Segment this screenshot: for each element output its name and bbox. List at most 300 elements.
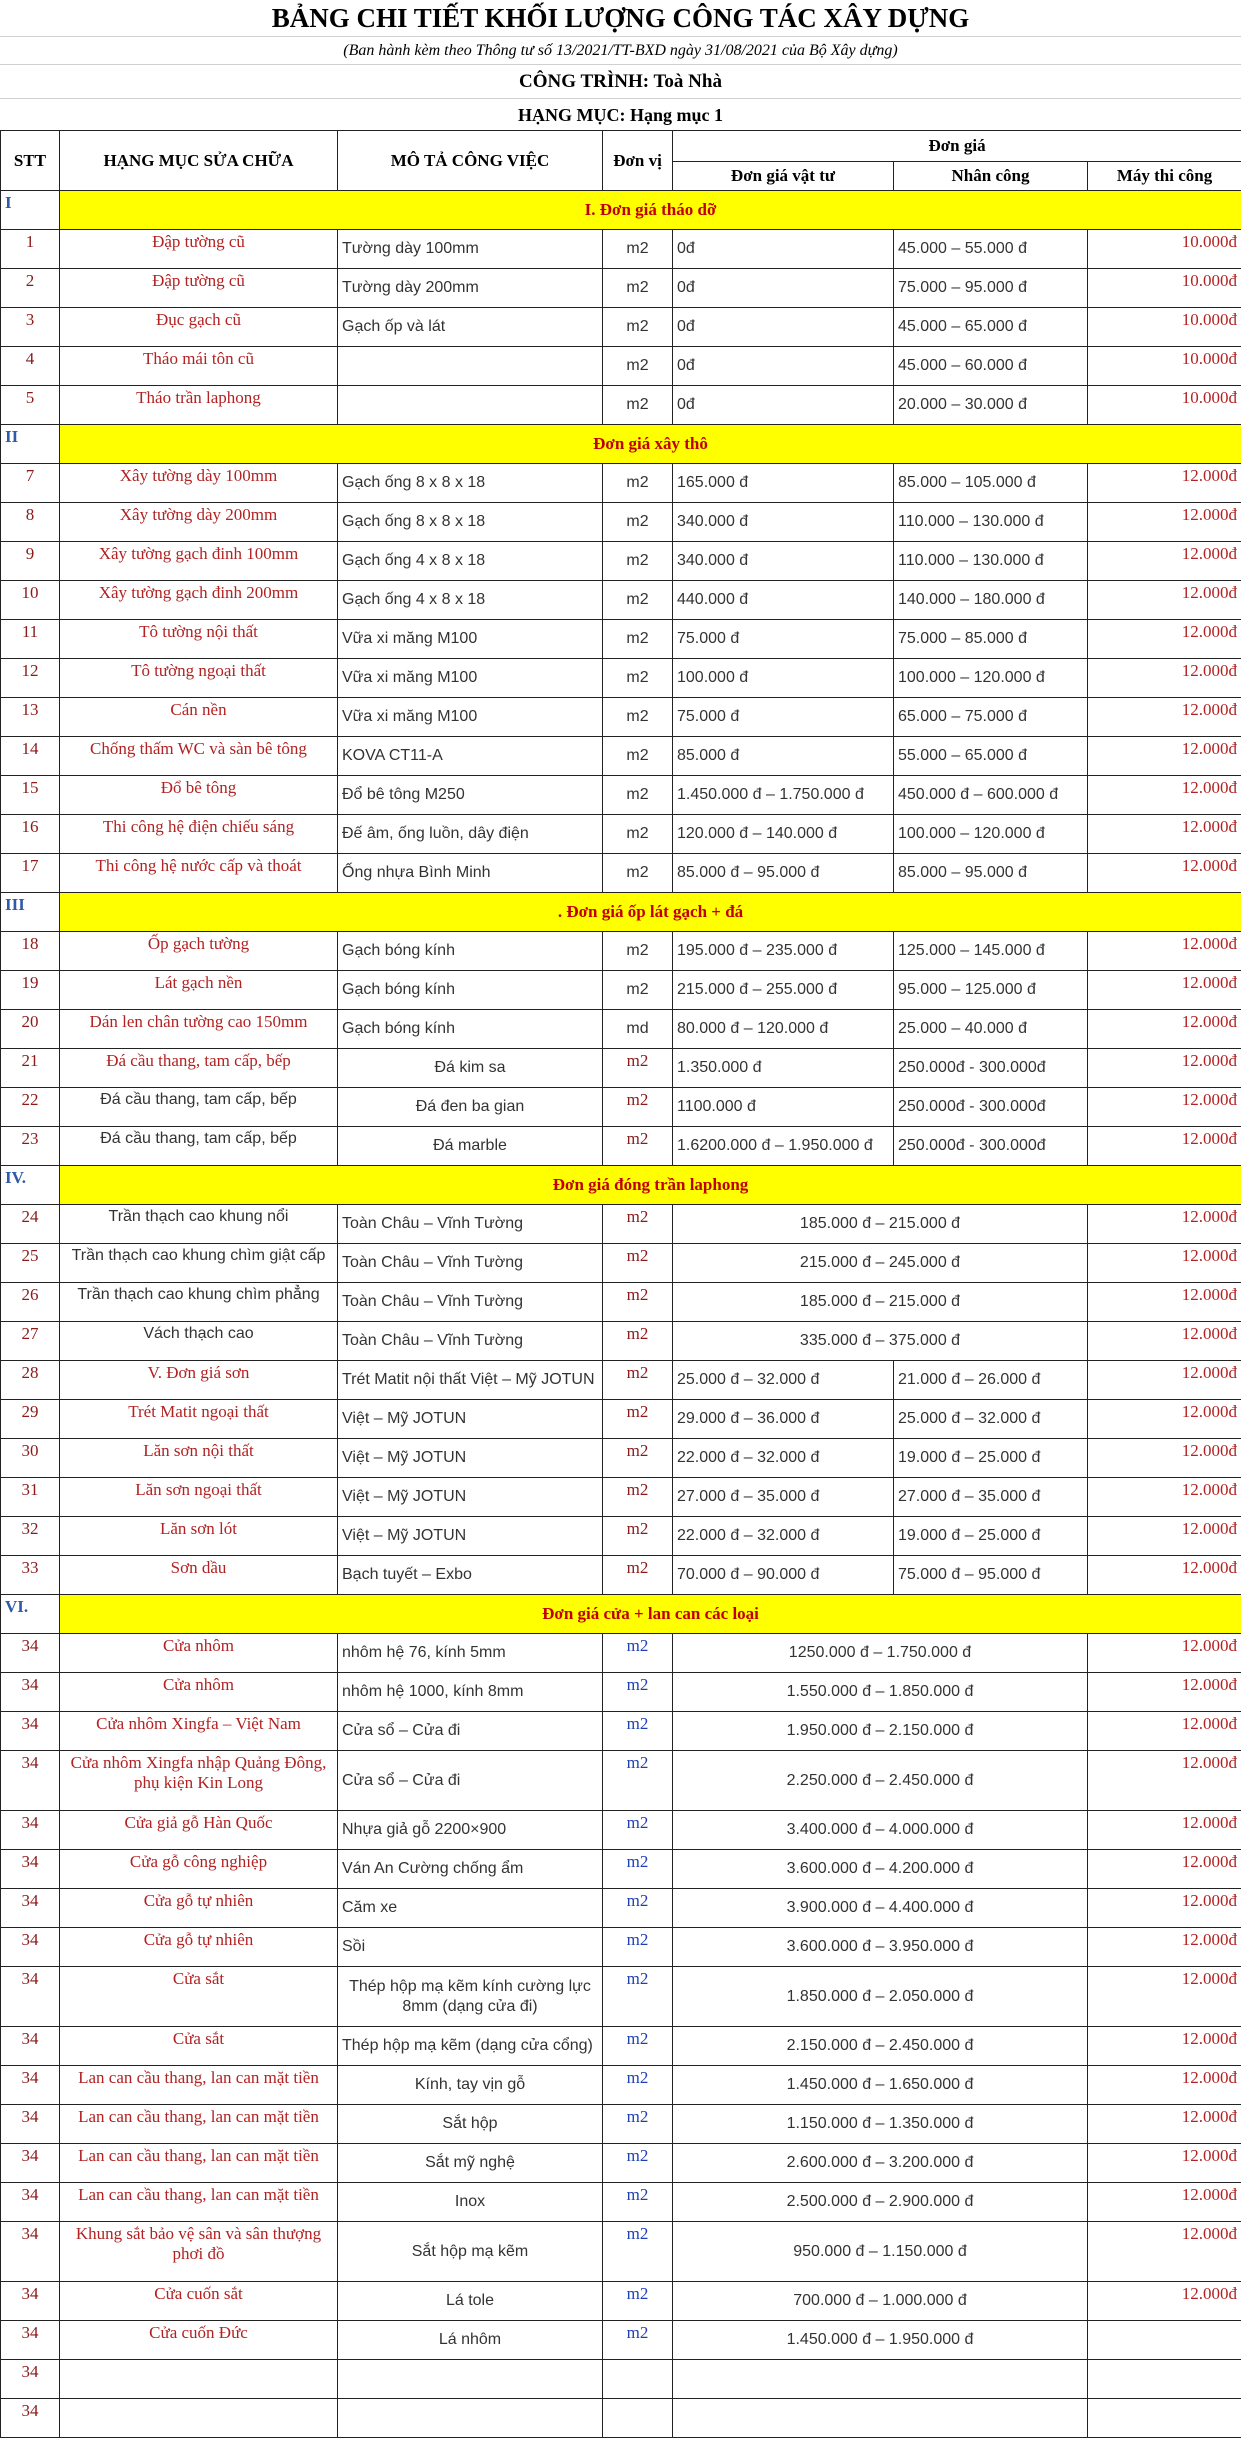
unit: md [603, 1010, 673, 1049]
material-price: 22.000 đ – 32.000 đ [673, 1517, 894, 1556]
material-price: 80.000 đ – 120.000 đ [673, 1010, 894, 1049]
table-row [1, 2183, 1241, 2222]
work-description: Thép hộp mạ kẽm (dạng cửa cổng) [338, 2027, 603, 2066]
unit-price [673, 2360, 1088, 2399]
item-name: Cửa cuốn Đức [60, 2321, 338, 2360]
labor-price: 55.000 – 65.000 đ [894, 737, 1088, 776]
labor-price: 20.000 – 30.000 đ [894, 386, 1088, 425]
labor-price: 25.000 – 40.000 đ [894, 1010, 1088, 1049]
unit: m2 [603, 386, 673, 425]
work-description: Việt – Mỹ JOTUN [338, 1439, 603, 1478]
item-name: Trần thạch cao khung chìm phẳng [60, 1283, 338, 1322]
work-description: Thép hộp mạ kẽm kính cường lực 8mm (dạng cửa đi) [338, 1967, 603, 2027]
work-description: Gạch ống 4 x 8 x 18 [338, 542, 603, 581]
unit: m2 [603, 1850, 673, 1889]
work-description: Việt – Mỹ JOTUN [338, 1400, 603, 1439]
table-body [1, 191, 1241, 2438]
unit: m2 [603, 1556, 673, 1595]
work-description: Việt – Mỹ JOTUN [338, 1478, 603, 1517]
section-title: Đơn giá cửa + lan can các loại [60, 1595, 1241, 1634]
row-stt: 25 [1, 1244, 60, 1283]
col-material: Đơn giá vật tư [673, 162, 894, 191]
row-stt: 34 [1, 1712, 60, 1751]
work-description: Căm xe [338, 1889, 603, 1928]
row-stt: 34 [1, 1928, 60, 1967]
table-row [1, 1712, 1241, 1751]
unit: m2 [603, 1967, 673, 2027]
section-row [1, 1595, 1241, 1634]
work-description: Inox [338, 2183, 603, 2222]
item-name: Lăn sơn ngoại thất [60, 1478, 338, 1517]
labor-price: 25.000 đ – 32.000 đ [894, 1400, 1088, 1439]
material-price: 70.000 đ – 90.000 đ [673, 1556, 894, 1595]
row-stt: 34 [1, 1751, 60, 1811]
table-row [1, 1478, 1241, 1517]
row-stt: 1 [1, 230, 60, 269]
machine-price: 12.000đ [1088, 1010, 1241, 1049]
row-stt: 34 [1, 2321, 60, 2360]
table-row [1, 542, 1241, 581]
material-price: 1.6200.000 đ – 1.950.000 đ [673, 1127, 894, 1166]
row-stt: 15 [1, 776, 60, 815]
row-stt: 29 [1, 1400, 60, 1439]
item-name: Khung sắt bảo vệ sân và sân thượng phơi đồ [60, 2222, 338, 2282]
material-price: 215.000 đ – 255.000 đ [673, 971, 894, 1010]
table-row [1, 1127, 1241, 1166]
unit: m2 [603, 542, 673, 581]
unit-price: 1.850.000 đ – 2.050.000 đ [673, 1967, 1088, 2027]
labor-price: 65.000 – 75.000 đ [894, 698, 1088, 737]
machine-price: 12.000đ [1088, 1322, 1241, 1361]
machine-price: 10.000đ [1088, 308, 1241, 347]
unit [603, 2399, 673, 2438]
item-name: Cửa cuốn sắt [60, 2282, 338, 2321]
row-stt: 34 [1, 2183, 60, 2222]
work-description: Đá marble [338, 1127, 603, 1166]
work-description: Sắt mỹ nghệ [338, 2144, 603, 2183]
table-row [1, 2222, 1241, 2282]
unit-price: 185.000 đ – 215.000 đ [673, 1205, 1088, 1244]
unit: m2 [603, 698, 673, 737]
machine-price: 12.000đ [1088, 581, 1241, 620]
unit: m2 [603, 2144, 673, 2183]
labor-price: 95.000 – 125.000 đ [894, 971, 1088, 1010]
work-description: Vữa xi măng M100 [338, 659, 603, 698]
table-row [1, 1928, 1241, 1967]
table-row [1, 2144, 1241, 2183]
labor-price: 75.000 – 85.000 đ [894, 620, 1088, 659]
machine-price: 12.000đ [1088, 1811, 1241, 1850]
machine-price: 12.000đ [1088, 1127, 1241, 1166]
unit-price: 2.500.000 đ – 2.900.000 đ [673, 2183, 1088, 2222]
item-name: Tô tường nội thất [60, 620, 338, 659]
unit: m2 [603, 1439, 673, 1478]
labor-price: 110.000 – 130.000 đ [894, 503, 1088, 542]
row-stt: 10 [1, 581, 60, 620]
labor-price: 45.000 – 65.000 đ [894, 308, 1088, 347]
item-name: Lan can cầu thang, lan can mặt tiền [60, 2183, 338, 2222]
machine-price: 12.000đ [1088, 2222, 1241, 2282]
table-row [1, 386, 1241, 425]
labor-price: 85.000 – 95.000 đ [894, 854, 1088, 893]
work-description: Lá nhôm [338, 2321, 603, 2360]
work-description: Gạch bóng kính [338, 1010, 603, 1049]
row-stt: 17 [1, 854, 60, 893]
item-name: Đá cầu thang, tam cấp, bếp [60, 1049, 338, 1088]
unit-price: 1250.000 đ – 1.750.000 đ [673, 1634, 1088, 1673]
unit-price: 2.600.000 đ – 3.200.000 đ [673, 2144, 1088, 2183]
material-price: 25.000 đ – 32.000 đ [673, 1361, 894, 1400]
unit-price: 2.150.000 đ – 2.450.000 đ [673, 2027, 1088, 2066]
item-name: Lan can cầu thang, lan can mặt tiền [60, 2105, 338, 2144]
work-description: Nhựa giả gỗ 2200×900 [338, 1811, 603, 1850]
unit: m2 [603, 620, 673, 659]
unit-price: 700.000 đ – 1.000.000 đ [673, 2282, 1088, 2321]
work-description: Sắt hộp [338, 2105, 603, 2144]
table-row [1, 1517, 1241, 1556]
labor-price: 27.000 đ – 35.000 đ [894, 1478, 1088, 1517]
work-description: Vữa xi măng M100 [338, 698, 603, 737]
work-description: Gạch ống 8 x 8 x 18 [338, 503, 603, 542]
item-name: Vách thạch cao [60, 1322, 338, 1361]
labor-price: 125.000 – 145.000 đ [894, 932, 1088, 971]
machine-price: 12.000đ [1088, 971, 1241, 1010]
item-name: Tháo trần laphong [60, 386, 338, 425]
work-description: Bạch tuyết – Exbo [338, 1556, 603, 1595]
machine-price: 12.000đ [1088, 503, 1241, 542]
section-number: II [1, 425, 60, 464]
item-name: Ốp gạch tường [60, 932, 338, 971]
work-description: Ván An Cường chống ẩm [338, 1850, 603, 1889]
item-name: Lan can cầu thang, lan can mặt tiền [60, 2066, 338, 2105]
machine-price: 12.000đ [1088, 1634, 1241, 1673]
unit: m2 [603, 1322, 673, 1361]
machine-price: 12.000đ [1088, 1283, 1241, 1322]
machine-price: 12.000đ [1088, 815, 1241, 854]
row-stt: 2 [1, 269, 60, 308]
material-price: 0đ [673, 230, 894, 269]
work-description: Đổ bê tông M250 [338, 776, 603, 815]
item-name: Lăn sơn lót [60, 1517, 338, 1556]
machine-price: 12.000đ [1088, 1361, 1241, 1400]
unit: m2 [603, 659, 673, 698]
work-description: Đế âm, ống luồn, dây điện [338, 815, 603, 854]
document-title: BẢNG CHI TIẾT KHỐI LƯỢNG CÔNG TÁC XÂY DỰNG [0, 0, 1241, 36]
unit-price: 1.450.000 đ – 1.950.000 đ [673, 2321, 1088, 2360]
material-price: 440.000 đ [673, 581, 894, 620]
work-description: Toàn Châu – Vĩnh Tường [338, 1244, 603, 1283]
row-stt: 33 [1, 1556, 60, 1595]
labor-price: 450.000 đ – 600.000 đ [894, 776, 1088, 815]
work-description: Cửa sổ – Cửa đi [338, 1751, 603, 1811]
item-name: Chống thấm WC và sàn bê tông [60, 737, 338, 776]
item-name [60, 2399, 338, 2438]
item-name: Cửa gỗ công nghiệp [60, 1850, 338, 1889]
machine-price: 12.000đ [1088, 854, 1241, 893]
material-price: 0đ [673, 269, 894, 308]
machine-price: 12.000đ [1088, 1673, 1241, 1712]
row-stt: 34 [1, 2360, 60, 2399]
unit-price: 1.450.000 đ – 1.650.000 đ [673, 2066, 1088, 2105]
table-row [1, 815, 1241, 854]
item-name: Cán nền [60, 698, 338, 737]
category-name: HẠNG MỤC: Hạng mục 1 [0, 98, 1241, 131]
work-description: Gạch ốp và lát [338, 308, 603, 347]
work-description: Việt – Mỹ JOTUN [338, 1517, 603, 1556]
section-number: VI. [1, 1595, 60, 1634]
material-price: 195.000 đ – 235.000 đ [673, 932, 894, 971]
work-description: Vữa xi măng M100 [338, 620, 603, 659]
row-stt: 26 [1, 1283, 60, 1322]
unit: m2 [603, 854, 673, 893]
item-name: Cửa nhôm [60, 1634, 338, 1673]
unit [603, 2360, 673, 2399]
machine-price: 12.000đ [1088, 2105, 1241, 2144]
work-description: Kính, tay vịn gỗ [338, 2066, 603, 2105]
table-row [1, 503, 1241, 542]
unit: m2 [603, 230, 673, 269]
item-name: Đục gạch cũ [60, 308, 338, 347]
machine-price [1088, 2360, 1241, 2399]
machine-price: 12.000đ [1088, 1478, 1241, 1517]
row-stt: 34 [1, 2027, 60, 2066]
unit-price: 3.600.000 đ – 3.950.000 đ [673, 1928, 1088, 1967]
work-description: Gạch bóng kính [338, 932, 603, 971]
work-description: Tường dày 200mm [338, 269, 603, 308]
item-name: Đổ bê tông [60, 776, 338, 815]
table-row [1, 2282, 1241, 2321]
machine-price [1088, 2321, 1241, 2360]
machine-price: 10.000đ [1088, 386, 1241, 425]
row-stt: 20 [1, 1010, 60, 1049]
machine-price: 12.000đ [1088, 737, 1241, 776]
machine-price: 12.000đ [1088, 659, 1241, 698]
table-row [1, 1205, 1241, 1244]
table-row [1, 1556, 1241, 1595]
work-description: Ống nhựa Bình Minh [338, 854, 603, 893]
labor-price: 250.000đ - 300.000đ [894, 1049, 1088, 1088]
item-name: Dán len chân tường cao 150mm [60, 1010, 338, 1049]
table-row [1, 1967, 1241, 2027]
unit-price: 1.150.000 đ – 1.350.000 đ [673, 2105, 1088, 2144]
row-stt: 32 [1, 1517, 60, 1556]
machine-price: 12.000đ [1088, 1088, 1241, 1127]
material-price: 85.000 đ [673, 737, 894, 776]
machine-price: 12.000đ [1088, 776, 1241, 815]
table-row [1, 854, 1241, 893]
unit: m2 [603, 737, 673, 776]
item-name: Lát gạch nền [60, 971, 338, 1010]
unit: m2 [603, 1361, 673, 1400]
material-price: 27.000 đ – 35.000 đ [673, 1478, 894, 1517]
unit-price: 3.600.000 đ – 4.200.000 đ [673, 1850, 1088, 1889]
row-stt: 34 [1, 2399, 60, 2438]
col-desc: MÔ TẢ CÔNG VIỆC [338, 131, 603, 191]
unit: m2 [603, 1673, 673, 1712]
row-stt: 23 [1, 1127, 60, 1166]
table-row [1, 269, 1241, 308]
unit: m2 [603, 1712, 673, 1751]
item-name: Cửa giả gỗ Hàn Quốc [60, 1811, 338, 1850]
item-name: Tháo mái tôn cũ [60, 347, 338, 386]
unit: m2 [603, 932, 673, 971]
row-stt: 14 [1, 737, 60, 776]
unit-price: 1.950.000 đ – 2.150.000 đ [673, 1712, 1088, 1751]
unit: m2 [603, 2105, 673, 2144]
row-stt: 7 [1, 464, 60, 503]
material-price: 29.000 đ – 36.000 đ [673, 1400, 894, 1439]
work-description: Đá kim sa [338, 1049, 603, 1088]
machine-price: 12.000đ [1088, 1889, 1241, 1928]
unit-price: 2.250.000 đ – 2.450.000 đ [673, 1751, 1088, 1811]
machine-price: 12.000đ [1088, 2183, 1241, 2222]
machine-price: 12.000đ [1088, 2066, 1241, 2105]
row-stt: 34 [1, 2144, 60, 2183]
work-description: Toàn Châu – Vĩnh Tường [338, 1322, 603, 1361]
machine-price: 12.000đ [1088, 1517, 1241, 1556]
labor-price: 75.000 – 95.000 đ [894, 269, 1088, 308]
unit: m2 [603, 1517, 673, 1556]
row-stt: 28 [1, 1361, 60, 1400]
table-row [1, 971, 1241, 1010]
row-stt: 34 [1, 1967, 60, 2027]
row-stt: 34 [1, 2222, 60, 2282]
row-stt: 24 [1, 1205, 60, 1244]
unit: m2 [603, 1244, 673, 1283]
unit-price: 3.900.000 đ – 4.400.000 đ [673, 1889, 1088, 1928]
work-description [338, 347, 603, 386]
work-description: Trét Matit nội thất Việt – Mỹ JOTUN [338, 1361, 603, 1400]
item-name: Cửa gỗ tự nhiên [60, 1928, 338, 1967]
work-description: Gạch ống 8 x 8 x 18 [338, 464, 603, 503]
machine-price: 12.000đ [1088, 1400, 1241, 1439]
material-price: 0đ [673, 386, 894, 425]
table-row [1, 2105, 1241, 2144]
project-name: CÔNG TRÌNH: Toà Nhà [0, 64, 1241, 99]
unit: m2 [603, 1283, 673, 1322]
unit: m2 [603, 1811, 673, 1850]
machine-price: 12.000đ [1088, 620, 1241, 659]
item-name: Sơn dầu [60, 1556, 338, 1595]
machine-price: 12.000đ [1088, 1967, 1241, 2027]
row-stt: 34 [1, 1673, 60, 1712]
row-stt: 4 [1, 347, 60, 386]
row-stt: 34 [1, 2282, 60, 2321]
unit: m2 [603, 347, 673, 386]
labor-price: 250.000đ - 300.000đ [894, 1127, 1088, 1166]
unit: m2 [603, 2027, 673, 2066]
item-name: Thi công hệ điện chiếu sáng [60, 815, 338, 854]
col-price: Đơn giá [673, 131, 1241, 162]
item-name: Trần thạch cao khung nổi [60, 1205, 338, 1244]
machine-price: 12.000đ [1088, 1928, 1241, 1967]
document-subtitle: (Ban hành kèm theo Thông tư số 13/2021/TT-BXD ngày 31/08/2021 của Bộ Xây dựng) [0, 36, 1241, 65]
section-title: . Đơn giá ốp lát gạch + đá [60, 893, 1241, 932]
labor-price: 140.000 – 180.000 đ [894, 581, 1088, 620]
work-description: Tường dày 100mm [338, 230, 603, 269]
unit: m2 [603, 1751, 673, 1811]
col-stt: STT [1, 131, 60, 191]
material-price: 340.000 đ [673, 542, 894, 581]
section-title: I. Đơn giá tháo dỡ [60, 191, 1241, 230]
unit: m2 [603, 464, 673, 503]
unit: m2 [603, 1049, 673, 1088]
machine-price: 12.000đ [1088, 1556, 1241, 1595]
table-row [1, 932, 1241, 971]
item-name: Tô tường ngoại thất [60, 659, 338, 698]
section-title: Đơn giá đóng trần laphong [60, 1166, 1241, 1205]
unit: m2 [603, 971, 673, 1010]
work-description [338, 2399, 603, 2438]
table-row [1, 1361, 1241, 1400]
labor-price: 45.000 – 55.000 đ [894, 230, 1088, 269]
work-description [338, 2360, 603, 2399]
table-row [1, 659, 1241, 698]
item-name: Xây tường dày 200mm [60, 503, 338, 542]
table-row [1, 2321, 1241, 2360]
machine-price: 12.000đ [1088, 542, 1241, 581]
col-labor: Nhân công [894, 162, 1088, 191]
work-description: KOVA CT11-A [338, 737, 603, 776]
material-price: 0đ [673, 347, 894, 386]
work-description: Cửa sổ – Cửa đi [338, 1712, 603, 1751]
table-row [1, 698, 1241, 737]
material-price: 1.450.000 đ – 1.750.000 đ [673, 776, 894, 815]
machine-price: 12.000đ [1088, 464, 1241, 503]
item-name: Thi công hệ nước cấp và thoát [60, 854, 338, 893]
table-row [1, 2399, 1241, 2438]
unit: m2 [603, 308, 673, 347]
item-name: Trần thạch cao khung chìm giật cấp [60, 1244, 338, 1283]
table-row [1, 737, 1241, 776]
material-price: 0đ [673, 308, 894, 347]
machine-price: 12.000đ [1088, 1244, 1241, 1283]
table-row [1, 1634, 1241, 1673]
section-row [1, 191, 1241, 230]
row-stt: 34 [1, 1811, 60, 1850]
unit-price: 215.000 đ – 245.000 đ [673, 1244, 1088, 1283]
table-row [1, 464, 1241, 503]
unit: m2 [603, 2282, 673, 2321]
unit-price: 1.550.000 đ – 1.850.000 đ [673, 1673, 1088, 1712]
labor-price: 110.000 – 130.000 đ [894, 542, 1088, 581]
row-stt: 34 [1, 2105, 60, 2144]
row-stt: 21 [1, 1049, 60, 1088]
item-name: Lan can cầu thang, lan can mặt tiền [60, 2144, 338, 2183]
row-stt: 18 [1, 932, 60, 971]
labor-price: 100.000 – 120.000 đ [894, 659, 1088, 698]
material-price: 120.000 đ – 140.000 đ [673, 815, 894, 854]
section-row [1, 893, 1241, 932]
material-price: 75.000 đ [673, 698, 894, 737]
unit: m2 [603, 269, 673, 308]
table-row [1, 1439, 1241, 1478]
row-stt: 5 [1, 386, 60, 425]
machine-price: 12.000đ [1088, 698, 1241, 737]
machine-price: 10.000đ [1088, 269, 1241, 308]
table-row [1, 1751, 1241, 1811]
unit-price [673, 2399, 1088, 2438]
row-stt: 34 [1, 2066, 60, 2105]
table-row [1, 2360, 1241, 2399]
item-name [60, 2360, 338, 2399]
table-row [1, 1889, 1241, 1928]
item-name: Đá cầu thang, tam cấp, bếp [60, 1088, 338, 1127]
unit: m2 [603, 1478, 673, 1517]
machine-price: 12.000đ [1088, 1850, 1241, 1889]
table-row [1, 1850, 1241, 1889]
section-number: I [1, 191, 60, 230]
